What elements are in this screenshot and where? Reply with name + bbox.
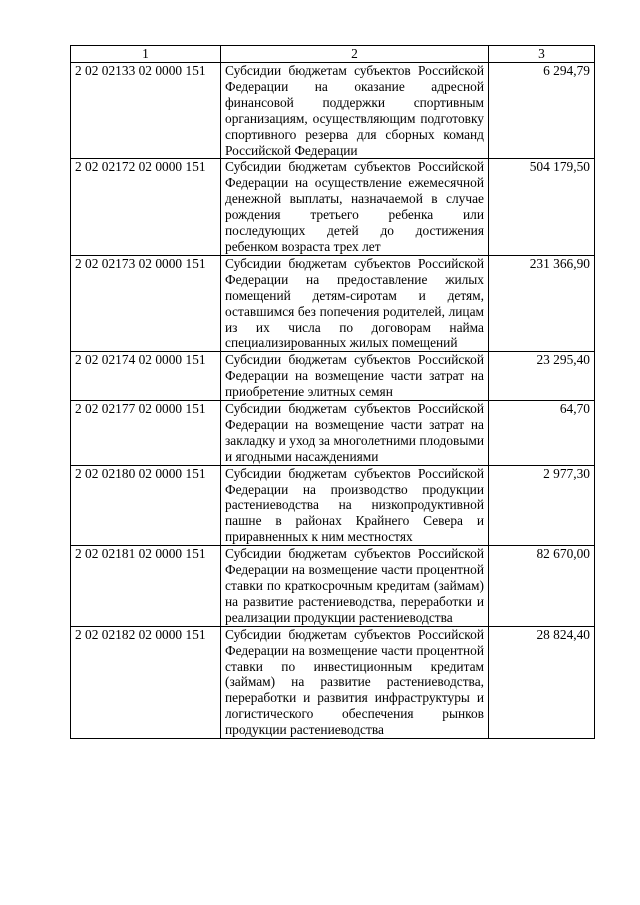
row-amount: 231 366,90	[489, 255, 595, 351]
row-description: Субсидии бюджетам субъектов Российской Федерации на возмещение части затрат на приобретение элитных семян	[221, 352, 489, 401]
row-code: 2 02 02174 02 0000 151	[71, 352, 221, 401]
row-amount: 504 179,50	[489, 159, 595, 255]
row-code: 2 02 02180 02 0000 151	[71, 465, 221, 546]
row-code: 2 02 02173 02 0000 151	[71, 255, 221, 351]
row-description: Субсидии бюджетам субъектов Российской Федерации на возмещение части затрат на закладку и уход за многолетними плодовыми и ягодными насаждениями	[221, 401, 489, 466]
row-code: 2 02 02182 02 0000 151	[71, 626, 221, 738]
table-header-row	[71, 46, 595, 63]
row-amount: 64,70	[489, 401, 595, 466]
row-code: 2 02 02181 02 0000 151	[71, 546, 221, 627]
row-amount: 82 670,00	[489, 546, 595, 627]
table-row	[71, 159, 595, 255]
table-row	[71, 401, 595, 466]
row-description: Субсидии бюджетам субъектов Российской Федерации на возмещение части процентной ставки по краткосрочным кредитам (займам) на развитие растениеводства, переработки и реализации продукции растениеводства	[221, 546, 489, 627]
column-header-1: 1	[71, 46, 221, 63]
row-amount: 28 824,40	[489, 626, 595, 738]
row-code: 2 02 02133 02 0000 151	[71, 63, 221, 159]
table-row	[71, 465, 595, 546]
row-description: Субсидии бюджетам субъектов Российской Федерации на осуществление ежемесячной денежной выплаты, назначаемой в случае рождения третьего ребенка или последующих детей до достижения ребенком возраста трех лет	[221, 159, 489, 255]
row-amount: 23 295,40	[489, 352, 595, 401]
row-code: 2 02 02172 02 0000 151	[71, 159, 221, 255]
column-header-2: 2	[221, 46, 489, 63]
table-row	[71, 255, 595, 351]
row-amount: 2 977,30	[489, 465, 595, 546]
table-row	[71, 626, 595, 738]
row-code: 2 02 02177 02 0000 151	[71, 401, 221, 466]
row-description: Субсидии бюджетам субъектов Российской Федерации на оказание адресной финансовой поддержки спортивным организациям, осуществляющим подготовку спортивного резерва для сборных команд Российской Федерации	[221, 63, 489, 159]
row-description: Субсидии бюджетам субъектов Российской Федерации на производство продукции растениеводства на низкопродуктивной пашне в районах Крайнего Севера и приравненных к ним местностях	[221, 465, 489, 546]
column-header-3: 3	[489, 46, 595, 63]
row-description: Субсидии бюджетам субъектов Российской Федерации на предоставление жилых помещений детям-сиротам и детям, оставшимся без попечения родителей, лицам из их числа по договорам найма специализированных жилых помещений	[221, 255, 489, 351]
table-row	[71, 546, 595, 627]
row-description: Субсидии бюджетам субъектов Российской Федерации на возмещение части процентной ставки по инвестиционным кредитам (займам) на развитие растениеводства, переработки и развития инфраструктуры и логистического обеспечения рынков продукции растениеводства	[221, 626, 489, 738]
table-row	[71, 352, 595, 401]
budget-table	[70, 45, 595, 739]
row-amount: 6 294,79	[489, 63, 595, 159]
table-row	[71, 63, 595, 159]
